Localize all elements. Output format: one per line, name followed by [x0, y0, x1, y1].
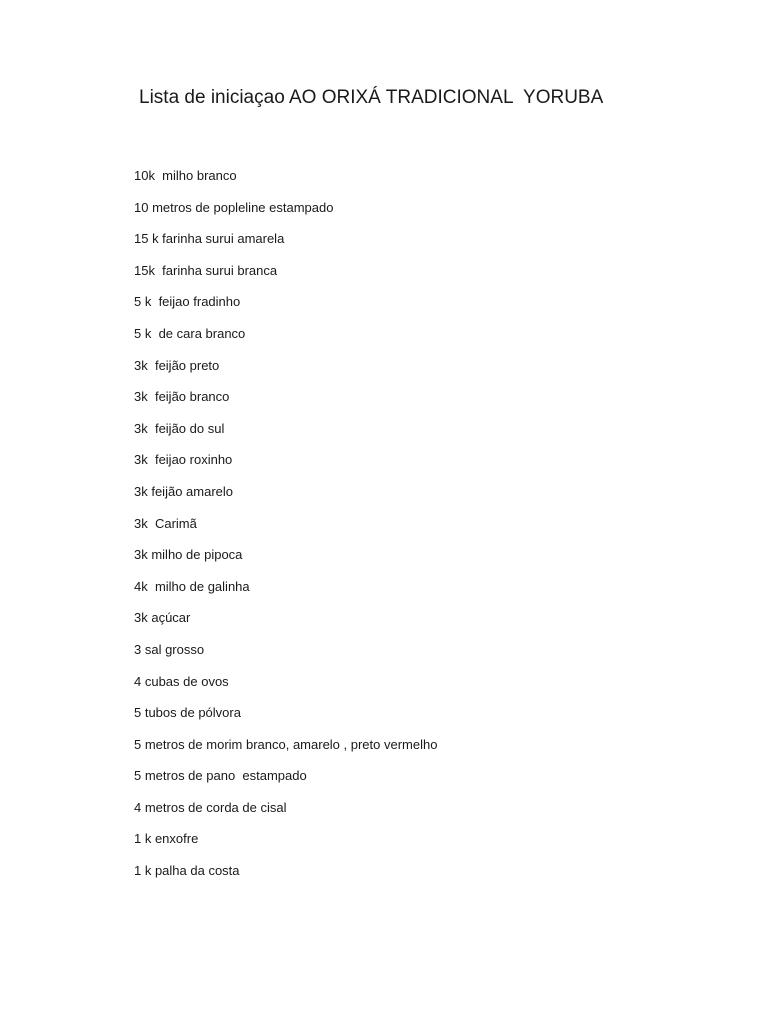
- list-item: 10 metros de popleline estampado: [134, 199, 334, 215]
- list-item: 3 sal grosso: [134, 641, 205, 657]
- list-item: 3k milho de pipoca: [134, 547, 243, 563]
- list-item: 5 k feijao fradinho: [134, 294, 241, 310]
- list-item: 15 k farinha surui amarela: [134, 231, 285, 247]
- list-item: 3k feijão branco: [134, 389, 230, 405]
- list-item: 5 metros de pano estampado: [134, 768, 307, 784]
- item-list: [134, 166, 437, 893]
- list-item: 5 tubos de pólvora: [134, 705, 241, 721]
- list-item: 15k farinha surui branca: [134, 262, 278, 278]
- list-item: 5 metros de morim branco, amarelo , preto vermelho: [134, 736, 438, 752]
- list-item: 4k milho de galinha: [134, 578, 250, 594]
- document-title: Lista de iniciaçao AO ORIXÁ TRADICIONAL YORUBA: [139, 87, 604, 108]
- list-item: 3k feijao roxinho: [134, 452, 233, 468]
- list-item: 3k feijão do sul: [134, 420, 225, 436]
- list-item: 1 k palha da costa: [134, 863, 240, 879]
- list-item: 5 k de cara branco: [134, 325, 246, 341]
- list-item: 10k milho branco: [134, 168, 237, 183]
- list-item: 3k feijão amarelo: [134, 483, 233, 499]
- list-item: 3k Carimã: [134, 515, 197, 531]
- list-item: 1 k enxofre: [134, 831, 199, 847]
- list-item: 3k feijão preto: [134, 357, 220, 373]
- list-item: 4 metros de corda de cisal: [134, 799, 287, 815]
- list-item: 3k açúcar: [134, 610, 191, 626]
- list-item: 4 cubas de ovos: [134, 673, 229, 689]
